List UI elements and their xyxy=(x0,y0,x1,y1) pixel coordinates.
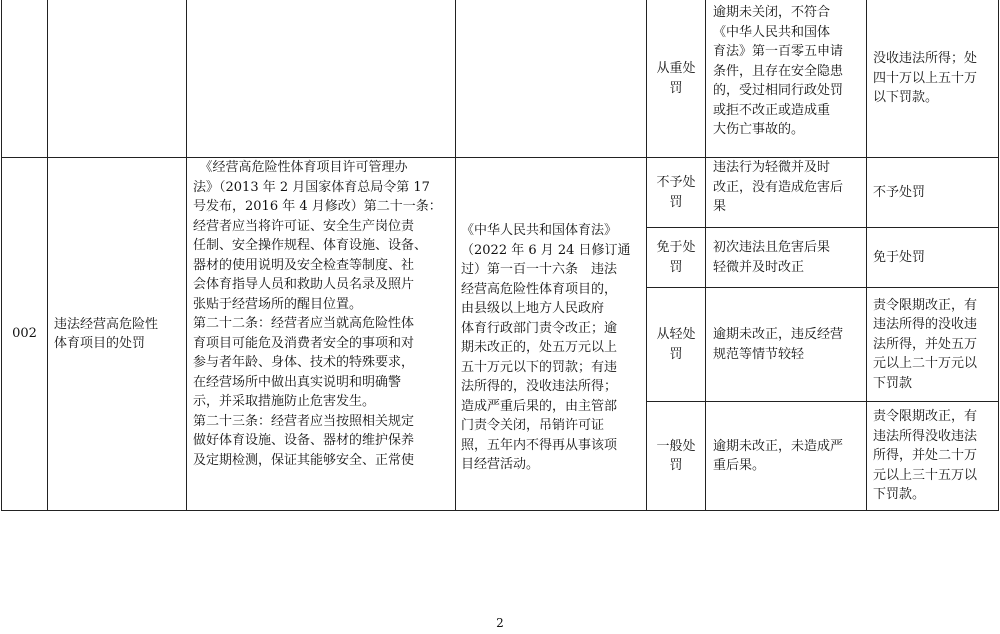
column-divider xyxy=(47,0,48,511)
penalty-text: 不予处罚 xyxy=(873,184,926,200)
circumstance-text: 初次违法且危害后果 轻微并及时改正 xyxy=(713,240,831,275)
circumstance-text: 逾期未改正，违反经营 规范等情节较轻 xyxy=(713,327,844,362)
column-divider xyxy=(186,0,187,511)
discretion-level: 免于处 罚 xyxy=(656,240,696,275)
column-divider xyxy=(866,0,867,511)
column-divider xyxy=(705,0,706,511)
circumstance-text: 逾期未改正，未造成严 重后果。 xyxy=(713,438,844,473)
penalty-text: 没收违法所得；处 四十万以上五十万 以下罚款。 xyxy=(873,51,978,106)
penalty-law-text: 《中华人民共和国体育法》 （2022 年 6 月 24 日修订通 过）第一百一十六条 违法 经营高危险性体育项目的， 由县级以上地方人民政府 体育行政部门责令改正；逾 期未改正的，处五万元以上 五十万元以下的罚款；有违 法所得的，没收违法所得； 造成严重后果的，由主管部 门责令关闭，吊销许可证 照，五年内不得再从事该项 目经营活动。 xyxy=(461,223,631,472)
discretion-level: 从重处 罚 xyxy=(656,61,696,96)
penalty-text: 责令限期改正，有 违法所得没收违法 所得，并处二十万 元以上三十五万以 下罚款。 xyxy=(873,409,978,503)
discretion-level: 不予处 罚 xyxy=(656,175,696,210)
item-code: 002 xyxy=(12,326,37,342)
penalty-text: 责令限期改正，有 违法所得的没收违 法所得，并处五万 元以上二十万元以 下罚款 xyxy=(873,297,978,391)
item-name: 违法经营高危险性 体育项目的处罚 xyxy=(54,316,159,351)
discretion-level: 从轻处 罚 xyxy=(656,327,696,362)
column-divider xyxy=(455,0,456,511)
penalty-text: 免于处罚 xyxy=(873,249,926,265)
column-divider xyxy=(998,0,999,511)
circumstance-text: 违法行为轻微并及时 改正，没有造成危害后 果 xyxy=(713,160,844,214)
circumstance-text: 逾期未关闭，不符合 《中华人民共和国体 育法》第一百零五申请 条件，且存在安全隐患 的，受过相同行政处罚 或拒不改正或造成重 大伤亡事故的。 xyxy=(713,5,844,137)
table-bottom-border xyxy=(1,510,999,511)
discretion-level: 一般处 罚 xyxy=(656,438,696,473)
page-number: 2 xyxy=(496,616,504,630)
legal-basis-text: 《经营高危险性体育项目许可管理办 法》（2013 年 2 月国家体育总局令第 17 号发布，2016 年 4 月修改）第二十一条： 经营者应当将许可证、安全生产岗位责 任制、安全操作规程、体育设施、设备、 器材的使用说明及安全检查等制度、社 会体育指导人员和救助人员名录及照片 张贴于经营场所的醒目位置。 第二十二条：经营者应当就高危险性体 育项目可能危及消费者安全的事项和对 参与者年龄、身体、技术的特殊要求， 在经营场所中做出真实说明和明确警 示，并采取措施防止危害发生。 第二十三条：经营者应当按照相关规定 做好体育设施、设备、器材的维护保养 及定期检测，保证其能够安全、正常使 xyxy=(193,160,442,468)
